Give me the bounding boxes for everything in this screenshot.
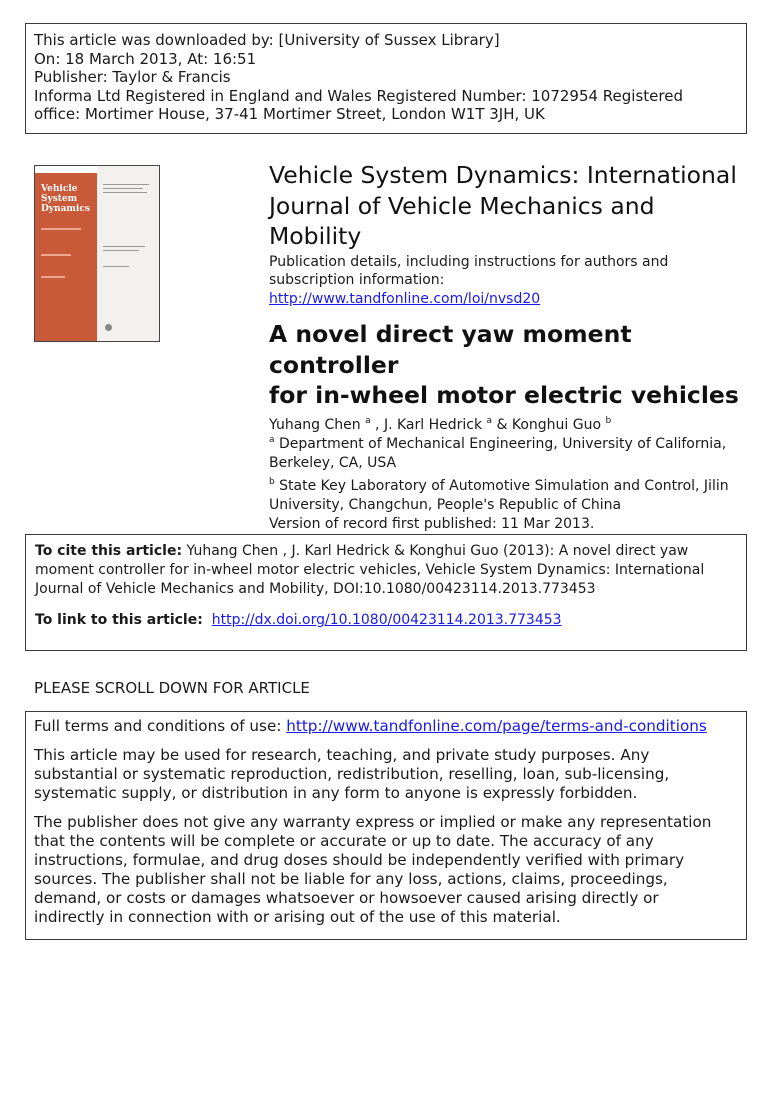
cover-title-line: System — [41, 194, 78, 204]
affiliation: $^a$ Department of Mechanical Engineering, University of California, Berkeley, CA, USA — [269, 434, 727, 471]
version-of-record: Version of record first published: 11 Mar 2013. — [269, 515, 595, 532]
article-metadata — [269, 160, 749, 534]
affiliation: $^b$ State Key Laboratory of Automotive Simulation and Control, Jilin University, Changchun, People's Republic of China Version of record first published: 11 Mar 2013. — [269, 477, 749, 534]
terms-paragraph: The publisher does not give any warranty express or implied or make any representation that the contents will be complete or accurate or up to date. The accuracy of any instructions, formulae, and drug doses should be independently verified with primary sources. The publisher shall not be liable for any loss, actions, claims, proceedings, demand, or costs or damages whatsoever or howsoever caused arising directly or indirectly in connection with or arising out of the use of this material. — [34, 813, 712, 926]
download-notice-line: office: Mortimer House, 37-41 Mortimer Street, London W1T 3JH, UK — [34, 105, 545, 124]
citation-text: moment controller for in-wheel motor electric vehicles, Vehicle System Dynamics: International — [35, 562, 705, 578]
author-name: Konghui Guo — [511, 416, 602, 433]
article-title: A novel direct yaw moment controller for in-wheel motor electric vehicles — [269, 320, 739, 409]
terms-link[interactable]: http://www.tandfonline.com/page/terms-and-conditions — [286, 717, 707, 735]
doi-link[interactable]: http://dx.doi.org/10.1080/00423114.2013.773453 — [211, 612, 562, 628]
download-notice-line: On: 18 March 2013, At: 16:51 — [34, 49, 257, 68]
journal-title: Vehicle System Dynamics: International Journal of Vehicle Mechanics and Mobility — [269, 161, 737, 250]
citation-box — [25, 534, 747, 651]
cover-title-line: Dynamics — [41, 204, 90, 214]
download-notice-line: Informa Ltd Registered in England and Wales Registered Number: 1072954 Registered — [34, 86, 683, 105]
author-name: J. Karl Hedrick — [383, 416, 483, 433]
download-notice-box — [25, 23, 747, 134]
publisher-logo-icon — [105, 324, 112, 331]
author-affiliation-marker: a — [486, 415, 493, 426]
journal-cover-image — [34, 165, 160, 342]
journal-url-link[interactable]: http://www.tandfonline.com/loi/nvsd20 — [269, 290, 541, 307]
citation-text: Journal of Vehicle Mechanics and Mobility, DOI:10.1080/00423114.2013.773453 — [35, 581, 596, 597]
author-affiliation-marker: a — [365, 415, 371, 426]
scroll-notice: PLEASE SCROLL DOWN FOR ARTICLE — [34, 679, 310, 697]
cite-label: To cite this article: — [35, 543, 183, 559]
citation-text: Yuhang Chen , J. Karl Hedrick & Konghui Guo (2013): A novel direct yaw — [182, 543, 689, 559]
download-notice-line: Publisher: Taylor & Francis — [34, 68, 231, 87]
terms-paragraph: This article may be used for research, teaching, and private study purposes. Any substantial or systematic reproduction, redistribution, reselling, loan, sub-licensing, systematic supply, or distribution in any form to anyone is expressly forbidden. — [34, 746, 670, 802]
author-affiliation-marker: b — [605, 415, 612, 426]
author-list: Yuhang Chen $^a$ , J. Karl Hedrick $^a$ & Konghui Guo $^b$ — [269, 415, 612, 433]
cover-title-line: Vehicle — [41, 184, 78, 194]
link-label: To link to this article: — [35, 612, 203, 628]
terms-box — [25, 711, 747, 940]
author-name: Yuhang Chen — [269, 416, 361, 433]
download-notice-line: This article was downloaded by: [University of Sussex Library] — [34, 31, 500, 49]
publication-details: Publication details, including instructions for authors and subscription information: http://www.tandfonline.com/loi/nvsd20 — [269, 253, 669, 307]
terms-label: Full terms and conditions of use: — [34, 717, 287, 735]
